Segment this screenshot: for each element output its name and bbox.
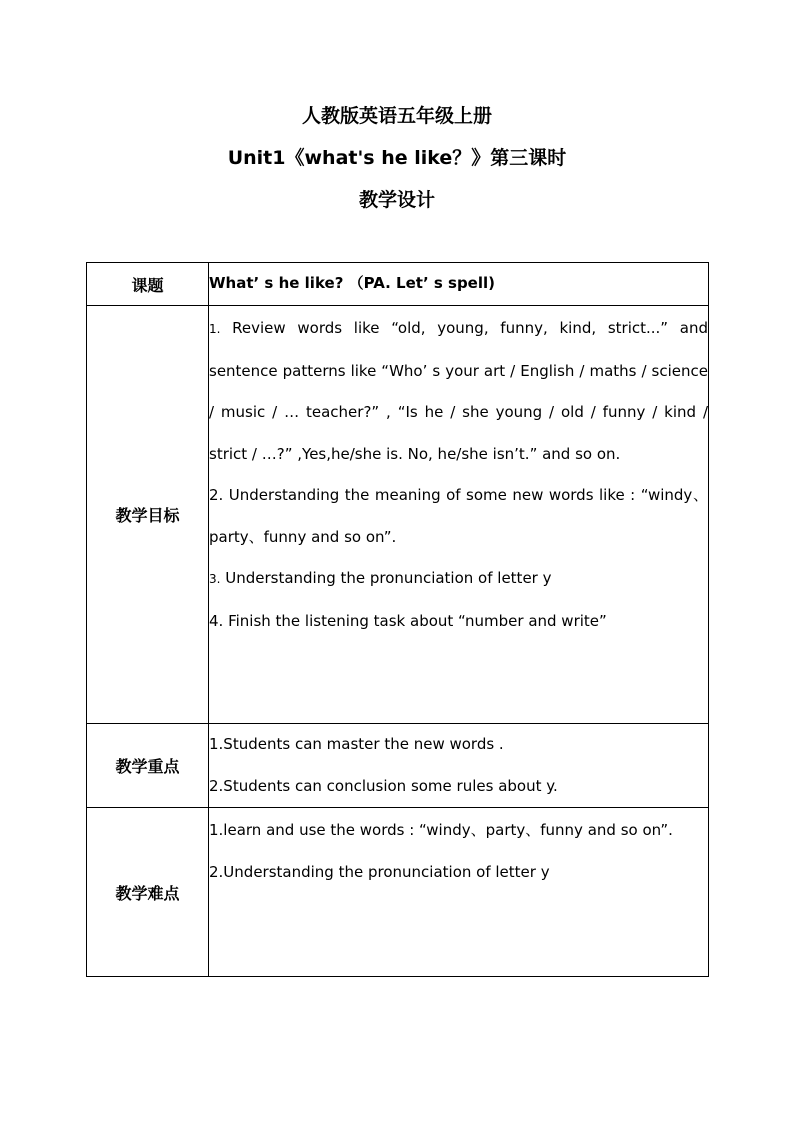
- topic-label: 课题: [87, 263, 209, 306]
- document-type: 教学设计: [358, 189, 435, 211]
- difficulties-content: [209, 808, 709, 977]
- objective-item: [209, 308, 708, 475]
- table-row-key-points: [87, 724, 709, 808]
- key-points-content: [209, 724, 709, 808]
- objective-number: 2.: [209, 486, 224, 504]
- difficulties-label: 教学难点: [87, 808, 209, 977]
- objective-item: [209, 601, 708, 643]
- table-row-difficulties: [87, 808, 709, 977]
- table-row-topic: [87, 263, 709, 306]
- objective-item: [209, 558, 708, 601]
- objective-text: Review words like “old, young, funny, kind, strict...” and sentence patterns like “Who’ s your art / English / maths / science / music / … teacher?” , “Is he / she young / old / funny / kind / strict / …?” ,Yes,he/she is. No, he/she isn’t.” and so on.: [209, 319, 708, 463]
- document-title: 人教版英语五年级上册: [301, 105, 492, 127]
- key-point-item: 1.Students can master the new words .: [209, 735, 504, 753]
- objective-number: 1.: [209, 322, 221, 336]
- objective-text: Finish the listening task about “number and write”: [223, 611, 607, 630]
- difficulty-item: 2.Understanding the pronunciation of letter y: [209, 862, 550, 881]
- key-points-label: 教学重点: [87, 724, 209, 808]
- objective-number: 3.: [209, 572, 221, 586]
- objectives-content: [209, 306, 709, 724]
- lesson-plan-table: [86, 262, 709, 977]
- objective-text: Understanding the meaning of some new words like : “windy、party、funny and so on”.: [209, 486, 708, 546]
- objective-text: Understanding the pronunciation of letter y: [220, 569, 552, 587]
- topic-value: What’ s he like? （PA. Let’ s spell): [209, 263, 709, 306]
- difficulty-item: 1.learn and use the words : “windy、party、funny and so on”.: [209, 821, 673, 839]
- objective-number: 4.: [209, 611, 224, 630]
- key-point-item: 2.Students can conclusion some rules about y.: [209, 776, 558, 795]
- objectives-label: 教学目标: [87, 306, 209, 724]
- objective-item: [209, 475, 708, 558]
- table-row-objectives: [87, 306, 709, 724]
- document-subtitle: Unit1《what's he like？》第三课时: [227, 147, 567, 169]
